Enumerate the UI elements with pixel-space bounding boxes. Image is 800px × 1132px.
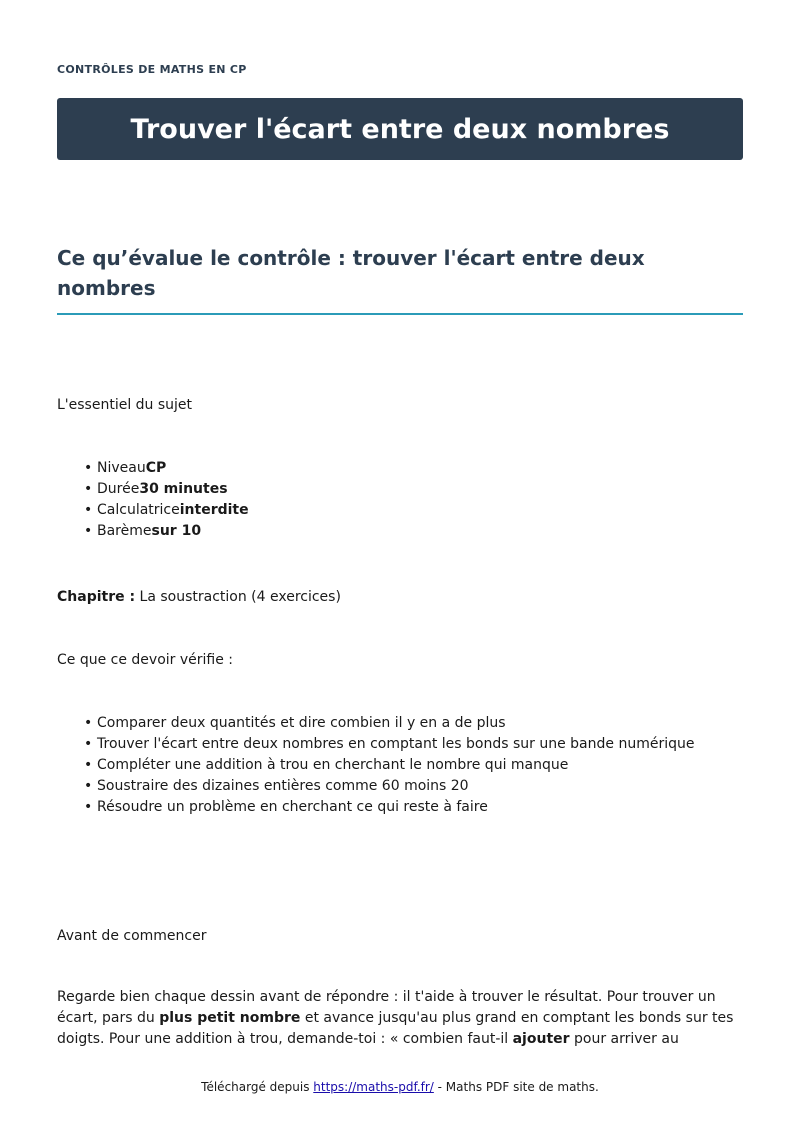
footer-link[interactable]: https://maths-pdf.fr/ — [313, 1080, 434, 1094]
essential-item-calculatrice: • Calculatriceinterdite — [97, 500, 249, 521]
section-title: Ce qu’évalue le contrôle : trouver l'écart entre deux nombres — [57, 243, 743, 315]
list-item: • Comparer deux quantités et dire combien il y en a de plus — [97, 713, 694, 734]
chapitre-label: Chapitre : — [57, 589, 136, 605]
page-title: Trouver l'écart entre deux nombres — [130, 113, 670, 145]
list-item: • Soustraire des dizaines entières comme 60 moins 20 — [97, 776, 694, 797]
footer: Téléchargé depuis https://maths-pdf.fr/ - Maths PDF site de maths. — [201, 1080, 599, 1094]
skills-list — [57, 713, 694, 818]
list-item: • Résoudre un problème en cherchant ce qui reste à faire — [97, 797, 694, 818]
chapitre-line — [57, 587, 341, 608]
list-item: • Compléter une addition à trou en cherchant le nombre qui manque — [97, 755, 694, 776]
list-item: • Trouver l'écart entre deux nombres en comptant les bonds sur une bande numérique — [97, 734, 694, 755]
essential-item-niveau: • NiveauCP — [97, 458, 249, 479]
verifie-label: Ce que ce devoir vérifie : — [57, 652, 234, 668]
intro-text: L'essentiel du sujet — [57, 397, 193, 413]
title-banner — [57, 98, 743, 160]
essential-item-bareme: • Barèmesur 10 — [97, 521, 249, 542]
essential-item-duree: • Durée30 minutes — [97, 479, 249, 500]
avant-heading: Avant de commencer — [57, 928, 207, 944]
document-page — [57, 0, 743, 1132]
chapitre-value: La soustraction (4 exercices) — [135, 589, 341, 605]
kicker-label: CONTRÔLES DE MATHS EN CP — [57, 63, 247, 76]
essentials-list — [57, 458, 249, 542]
advice-paragraph: Regarde bien chaque dessin avant de répondre : il t'aide à trouver le résultat. Pour trouver un écart, pars du plus petit nombre et avance jusqu'au plus grand en comptant les bonds sur tes doigts. Pour une addition à trou, demande-toi : « combien faut-il ajouter pour arriver au — [57, 989, 734, 1047]
